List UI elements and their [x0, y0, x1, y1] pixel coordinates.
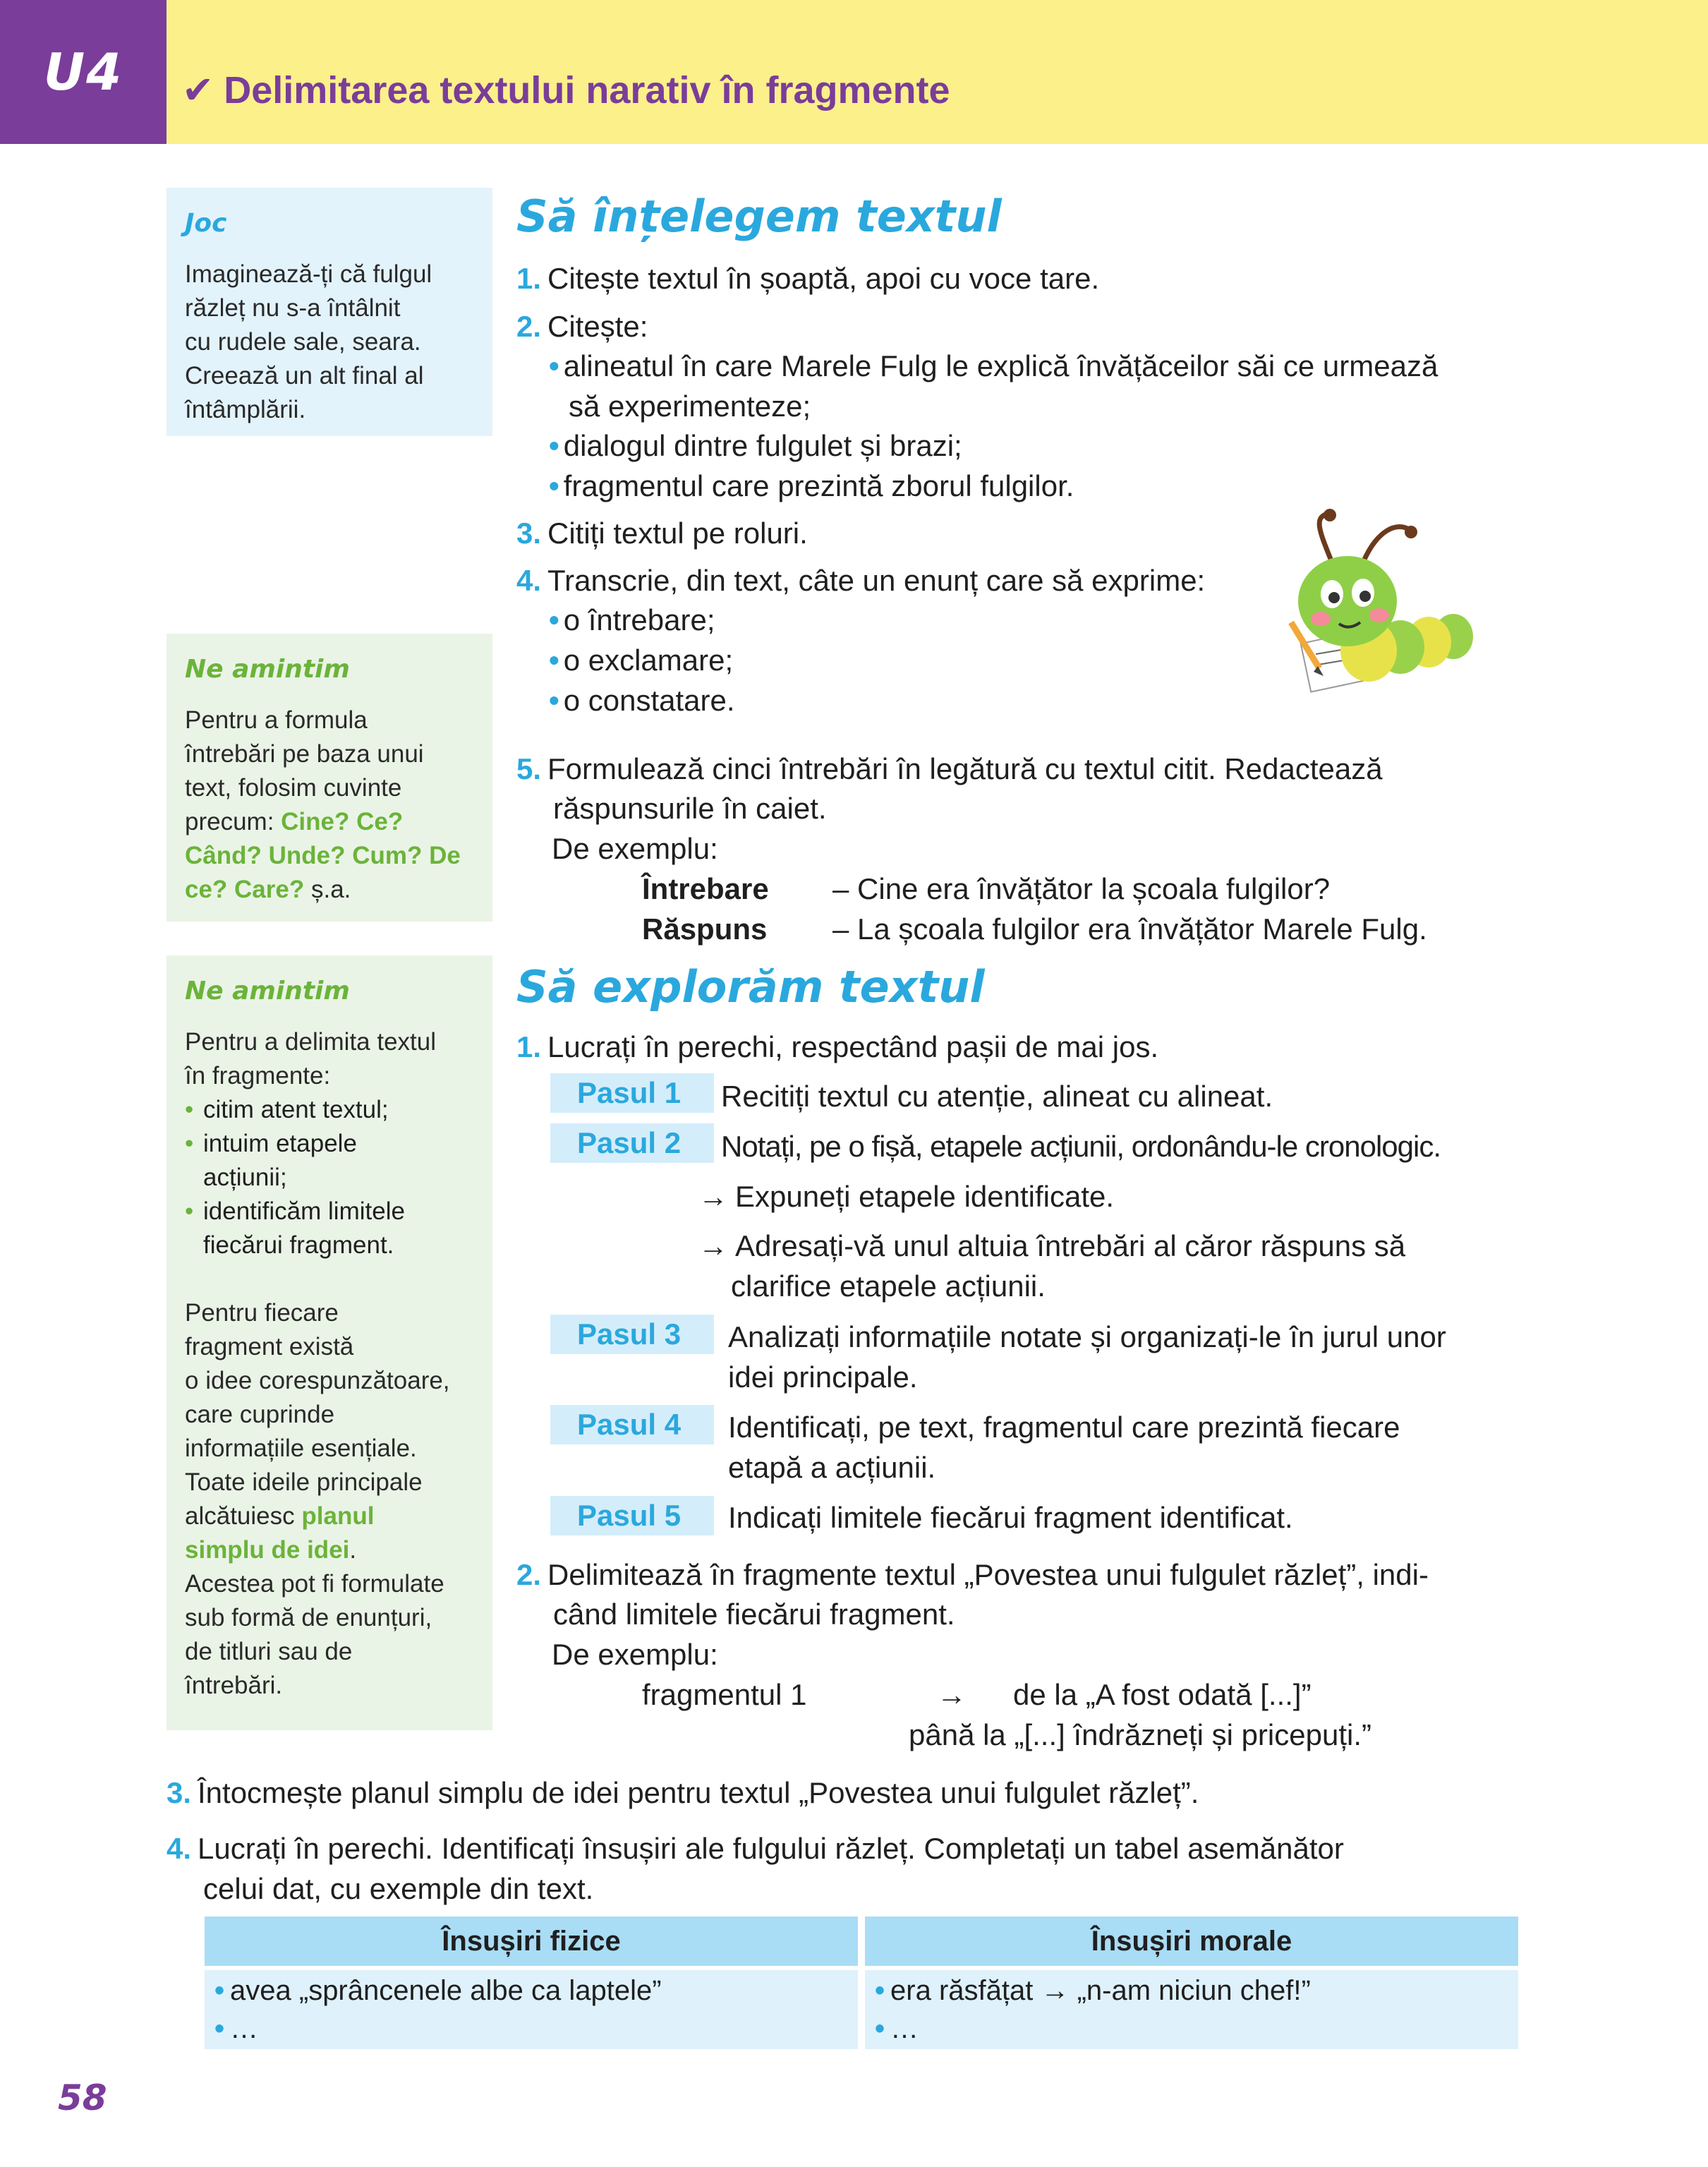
- text-line: întâmplării.: [185, 396, 306, 423]
- side-box-amintim-2: [166, 955, 492, 1730]
- table-header-physical: Însușiri fizice: [205, 1917, 858, 1966]
- text-line: care cuprinde: [185, 1401, 335, 1428]
- side-text-joc: [185, 258, 474, 427]
- list-item: • …: [214, 2013, 259, 2044]
- side-box-joc: [166, 188, 492, 436]
- highlight-text: simplu de idei: [185, 1536, 350, 1564]
- sub-step-2: → Adresați-vă unul altuia întrebări al căror răspuns să: [698, 1229, 1406, 1262]
- text-span: ș.a.: [304, 876, 351, 903]
- step-text-5: Indicați limitele fiecărui fragment identificat.: [728, 1501, 1293, 1534]
- side-box-amintim-1: [166, 634, 492, 922]
- page-title-text: Delimitarea textului narativ în fragmente: [224, 69, 950, 111]
- list-item: • fragmentul care prezintă zborul fulgilor.: [549, 469, 1074, 502]
- table-cell-physical: [205, 1970, 858, 2049]
- text-line: o idee corespunzătoare,: [185, 1367, 450, 1394]
- text-line: răzleț nu s-a întâlnit: [185, 294, 401, 322]
- step-label-4: Pasul 4: [550, 1405, 714, 1444]
- question-4: 4. Transcrie, din text, câte un enunț care să exprime:: [516, 564, 1206, 597]
- check-icon: ✔: [182, 69, 214, 111]
- example-row: Răspuns – La școala fulgilor era învățător Marele Fulg.: [642, 912, 1427, 946]
- text-line: în fragmente:: [185, 1062, 331, 1089]
- page-title: [182, 68, 950, 112]
- step-text-3: Analizați informațiile notate și organizați-le în jurul unor: [728, 1320, 1446, 1353]
- text-line: Pentru fiecare: [185, 1299, 339, 1327]
- highlight-text: Cine? Ce?: [281, 808, 404, 835]
- question-1: 1. Citește textul în șoaptă, apoi cu voce tare.: [516, 262, 1100, 295]
- text-line: Acestea pot fi formulate: [185, 1570, 444, 1598]
- side-heading-amintim-2: Ne amintim: [185, 977, 350, 1006]
- explore-question-4-cont: celui dat, cu exemple din text.: [203, 1872, 594, 1905]
- list-item: • citim atent textul;: [185, 1093, 474, 1127]
- list-item: • o constatare.: [549, 684, 735, 717]
- side-bullet-list: [185, 1093, 474, 1262]
- fragment-label: fragmentul 1: [642, 1678, 807, 1711]
- text-line: alcătuiesc planul: [185, 1502, 375, 1530]
- step-text-3-cont: idei principale.: [728, 1360, 918, 1394]
- step-text-4-cont: etapă a acțiunii.: [728, 1451, 936, 1484]
- explore-question-3: 3. Întocmește planul simplu de idei pentru textul „Povestea unui fulgulet răzleț”.: [166, 1776, 1199, 1809]
- side-heading-amintim-1: Ne amintim: [185, 655, 350, 684]
- text-line: informațiile esențiale.: [185, 1435, 417, 1462]
- explore-question-4: 4. Lucrați în perechi. Identificați însușiri ale fulgului răzleț. Completați un tabel asemănător: [166, 1832, 1344, 1865]
- text-line: cu rudele sale, seara.: [185, 328, 421, 356]
- explore-question-1: 1. Lucrați în perechi, respectând pașii de mai jos.: [516, 1030, 1159, 1063]
- list-item: • o exclamare;: [549, 644, 734, 677]
- text-line: întrebări.: [185, 1672, 283, 1699]
- text-span: precum:: [185, 808, 281, 835]
- unit-badge: U4: [0, 0, 166, 144]
- list-item: • era răsfățat → „n-am niciun chef!”: [875, 1975, 1311, 2006]
- step-text-4: Identificați, pe text, fragmentul care prezintă fiecare: [728, 1411, 1400, 1444]
- text-line: text, folosim cuvinte: [185, 774, 402, 802]
- list-item: • alineatul în care Marele Fulg le explică învățăceilor săi ce urmează: [549, 349, 1439, 382]
- question-3: 3. Citiți textul pe roluri.: [516, 517, 808, 550]
- side-text-amintim-1: [185, 704, 474, 907]
- side-text-amintim-2: [185, 1025, 474, 1093]
- step-label-2: Pasul 2: [550, 1123, 714, 1163]
- text-line: de titluri sau de: [185, 1638, 353, 1665]
- text-line: sub formă de enunțuri,: [185, 1604, 432, 1631]
- example-label: De exemplu:: [552, 1638, 718, 1671]
- text-line: Pentru a formula: [185, 706, 368, 734]
- arrow-icon: →: [698, 1180, 728, 1213]
- list-item: • o întrebare;: [549, 603, 715, 636]
- caterpillar-writing-icon: [1263, 502, 1474, 714]
- text-line: Toate ideile principale: [185, 1468, 423, 1496]
- step-text-1: Recitiți textul cu atenție, alineat cu alineat.: [721, 1080, 1273, 1113]
- step-label-1: Pasul 1: [550, 1073, 714, 1113]
- question-5-cont: răspunsurile în caiet.: [553, 792, 827, 825]
- section-title-exploram: Să explorăm textul: [516, 961, 985, 1013]
- side-text-amintim-2-p2: [185, 1296, 474, 1703]
- list-item: • identificăm limitele fiecărui fragment.: [185, 1195, 474, 1262]
- highlight-text: ce? Care?: [185, 876, 305, 903]
- text-line: simplu de idei.: [185, 1536, 357, 1564]
- section-title-intelegem: Să înțelegem textul: [516, 191, 1002, 242]
- page-number: 58: [58, 2077, 107, 2118]
- text-line: fragment există: [185, 1333, 354, 1360]
- text-line: Creează un alt final al: [185, 362, 424, 390]
- side-heading-joc: Joc: [185, 209, 227, 238]
- list-item: să experimenteze;: [569, 390, 811, 423]
- step-label-3: Pasul 3: [550, 1315, 714, 1354]
- example-row: Întrebare – Cine era învățător la școala fulgilor?: [642, 872, 1331, 905]
- text-line: [185, 873, 474, 907]
- step-label-5: Pasul 5: [550, 1496, 714, 1535]
- sub-step-1: → Expuneți etapele identificate.: [698, 1180, 1115, 1213]
- fragment-from: de la „A fost odată [...]”: [1013, 1678, 1312, 1711]
- table-cell-moral: [865, 1970, 1518, 2049]
- fragment-to: până la „[...] îndrăzneți și pricepuți.”: [909, 1718, 1371, 1751]
- table-header-moral: Însușiri morale: [865, 1917, 1518, 1966]
- text-line: Imaginează-ți că fulgul: [185, 260, 432, 288]
- explore-question-2-cont: când limitele fiecărui fragment.: [553, 1598, 955, 1631]
- text-line: Pentru a delimita textul: [185, 1028, 437, 1056]
- question-2: 2. Citește:: [516, 310, 648, 343]
- question-5: 5. Formulează cinci întrebări în legătură cu textul citit. Redactează: [516, 752, 1383, 785]
- arrow-icon: →: [698, 1229, 728, 1262]
- text-line: întrebări pe baza unui: [185, 740, 424, 768]
- list-item: • intuim etapele acțiunii;: [185, 1127, 474, 1195]
- explore-question-2: 2. Delimitează în fragmente textul „Povestea unui fulgulet răzleț”, indi-: [516, 1558, 1429, 1591]
- example-label: De exemplu:: [552, 832, 718, 865]
- arrow-icon: →: [937, 1678, 967, 1711]
- text-line: [185, 805, 474, 839]
- list-item: • avea „sprâncenele albe ca laptele”: [214, 1975, 662, 2006]
- sub-step-2-cont: clarifice etapele acțiunii.: [731, 1269, 1046, 1303]
- list-item: • dialogul dintre fulgulet și brazi;: [549, 429, 962, 462]
- list-item: • …: [875, 2013, 919, 2044]
- highlight-text: planul: [301, 1502, 375, 1530]
- highlight-text: Când? Unde? Cum? De: [185, 842, 461, 869]
- step-text-2: Notați, pe o fișă, etapele acțiunii, ordonându-le cronologic.: [721, 1130, 1441, 1163]
